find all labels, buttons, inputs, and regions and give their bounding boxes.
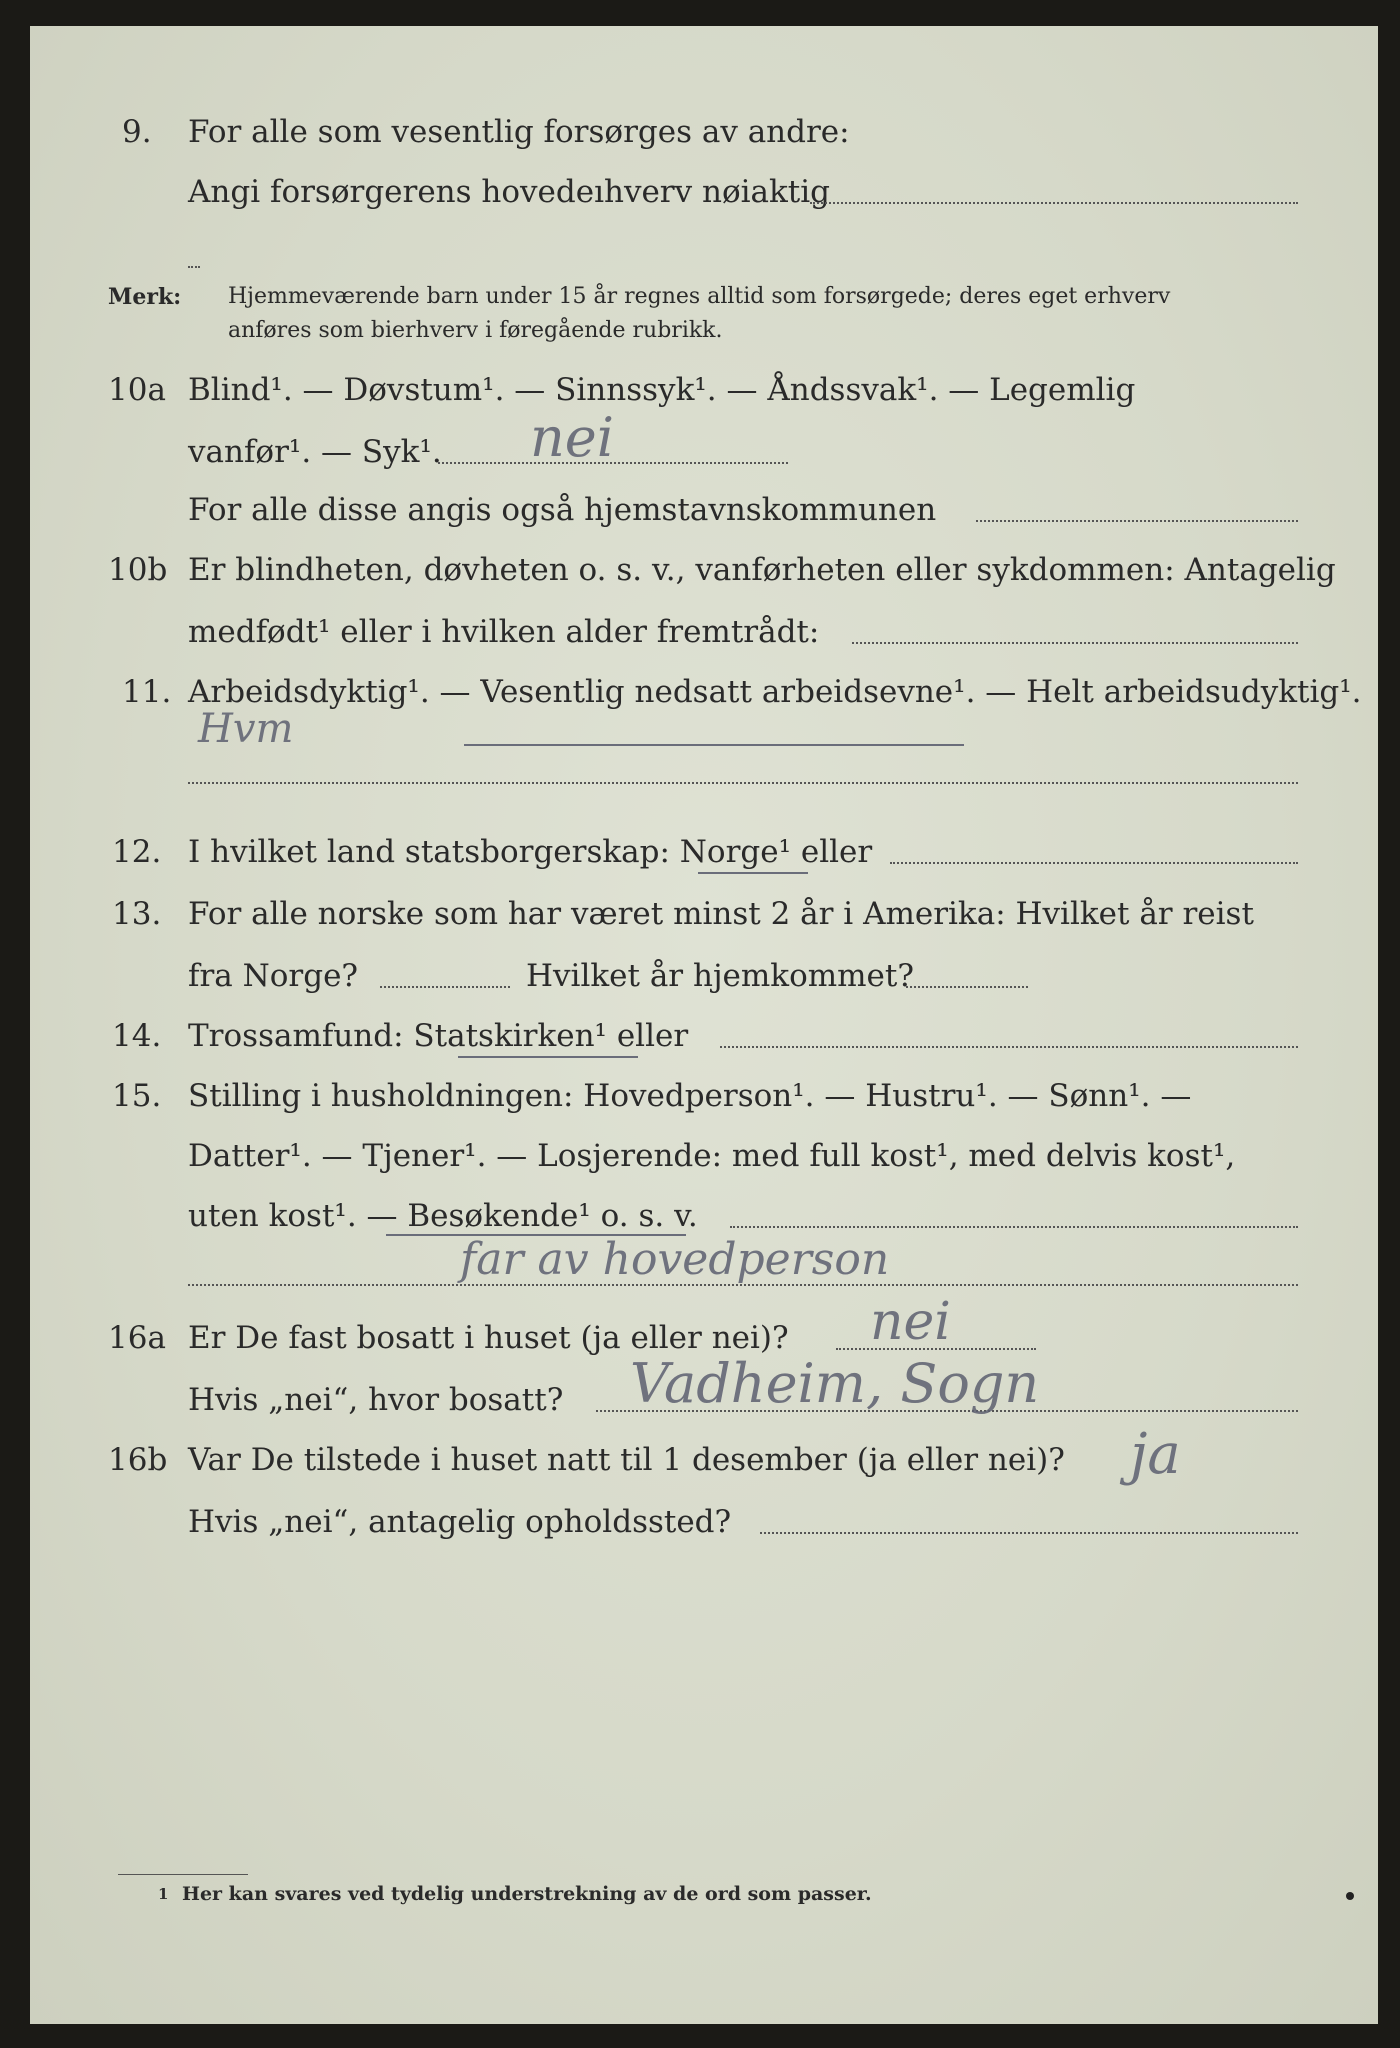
q10b-number: 10b xyxy=(108,552,168,588)
merk-line1: Hjemmeværende barn under 15 år regnes alltid som forsørgede; deres eget erhverv xyxy=(228,284,1171,309)
q9-answer-line xyxy=(810,202,1298,204)
q10a-number: 10a xyxy=(108,372,166,408)
q16a-handwritten-answer2: Vadheim, Sogn xyxy=(630,1352,1040,1415)
q15-line1: Stilling i husholdningen: Hovedperson¹. — Hustru¹. — Sønn¹. — xyxy=(188,1078,1192,1114)
q13-line1: For alle norske som har været minst 2 år i Amerika: Hvilket år reist xyxy=(188,896,1254,932)
footnote-mark: 1 xyxy=(158,1885,169,1903)
q14-number: 14. xyxy=(112,1018,162,1054)
ink-dot xyxy=(1346,1892,1354,1900)
q16a-line1: Er De fast bosatt i huset (ja eller nei)? xyxy=(188,1320,789,1356)
q16b-answer-line2 xyxy=(760,1532,1298,1534)
q10b-line1: Er blindheten, døvheten o. s. v., vanførheten eller sykdommen: Antagelig xyxy=(188,552,1336,588)
q15-line2: Datter¹. — Tjener¹. — Losjerende: med full kost¹, med delvis kost¹, xyxy=(188,1138,1236,1174)
q13-line2a: fra Norge? xyxy=(188,958,359,994)
q16b-line2: Hvis „nei“, antagelig opholdssted? xyxy=(188,1504,732,1540)
q12-number: 12. xyxy=(112,834,162,870)
q10a-line1: Blind¹. — Døvstum¹. — Sinnssyk¹. — Åndssvak¹. — Legemlig xyxy=(188,372,1136,408)
merk-label: Merk: xyxy=(108,284,182,310)
q11-answer-line xyxy=(188,782,1298,784)
q11-number: 11. xyxy=(122,674,172,710)
footnote-rule xyxy=(118,1874,248,1875)
q11-handwritten-answer: Hvm xyxy=(198,706,294,752)
q15-number: 15. xyxy=(112,1078,162,1114)
q10b-answer-line xyxy=(852,642,1298,644)
q14-answer-line xyxy=(720,1046,1298,1048)
q13-number: 13. xyxy=(112,896,162,932)
footnote-text: Her kan svares ved tydelig understrekning av de ord som passer. xyxy=(182,1883,872,1905)
q16a-line2: Hvis „nei“, hvor bosatt? xyxy=(188,1382,564,1418)
q9-line1: For alle som vesentlig forsørges av andre: xyxy=(188,114,850,150)
q9-number: 9. xyxy=(122,114,152,150)
q16b-line1: Var De tilstede i huset natt til 1 desember (ja eller nei)? xyxy=(188,1442,1065,1478)
q12-underline xyxy=(698,872,808,874)
q11-line1: Arbeidsdyktig¹. — Vesentlig nedsatt arbeidsevne¹. — Helt arbeidsudyktig¹. xyxy=(188,674,1362,710)
q11-underline xyxy=(464,744,964,746)
q12-line1: I hvilket land statsborgerskap: Norge¹ eller xyxy=(188,834,873,870)
q12-answer-line xyxy=(890,862,1298,864)
q15-line3: uten kost¹. — Besøkende¹ o. s. v. xyxy=(188,1198,698,1234)
q9-line2: Angi forsørgerens hovedeıhverv nøiaktig xyxy=(188,174,831,210)
q16b-number: 16b xyxy=(108,1442,168,1478)
q10a-line2: vanfør¹. — Syk¹. xyxy=(188,434,442,470)
merk-tick xyxy=(188,266,200,268)
q16a-number: 16a xyxy=(108,1320,166,1356)
q14-underline xyxy=(458,1056,638,1058)
q10a-line3: For alle disse angis også hjemstavnskommunen xyxy=(188,492,937,528)
census-form-page xyxy=(30,26,1378,2024)
q16a-handwritten-answer1: nei xyxy=(870,1292,951,1352)
q10a-line3-answer-line xyxy=(976,520,1298,522)
q13-hjemkommet-line xyxy=(906,986,1028,988)
q10b-line2: medfødt¹ eller i hvilken alder fremtrådt: xyxy=(188,614,820,650)
q14-line1: Trossamfund: Statskirken¹ eller xyxy=(188,1018,689,1054)
q16b-handwritten-answer1: ja xyxy=(1130,1422,1181,1487)
q15-answer-line2 xyxy=(188,1284,1298,1286)
q10a-handwritten-answer: nei xyxy=(530,406,615,469)
q13-reist-line xyxy=(380,986,510,988)
merk-line2: anføres som bierhverv i føregående rubrikk. xyxy=(228,318,723,343)
q15-answer-line1 xyxy=(730,1226,1298,1228)
q15-handwritten-answer: far av hovedperson xyxy=(460,1234,890,1285)
q13-line2b: Hvilket år hjemkommet? xyxy=(526,958,914,994)
